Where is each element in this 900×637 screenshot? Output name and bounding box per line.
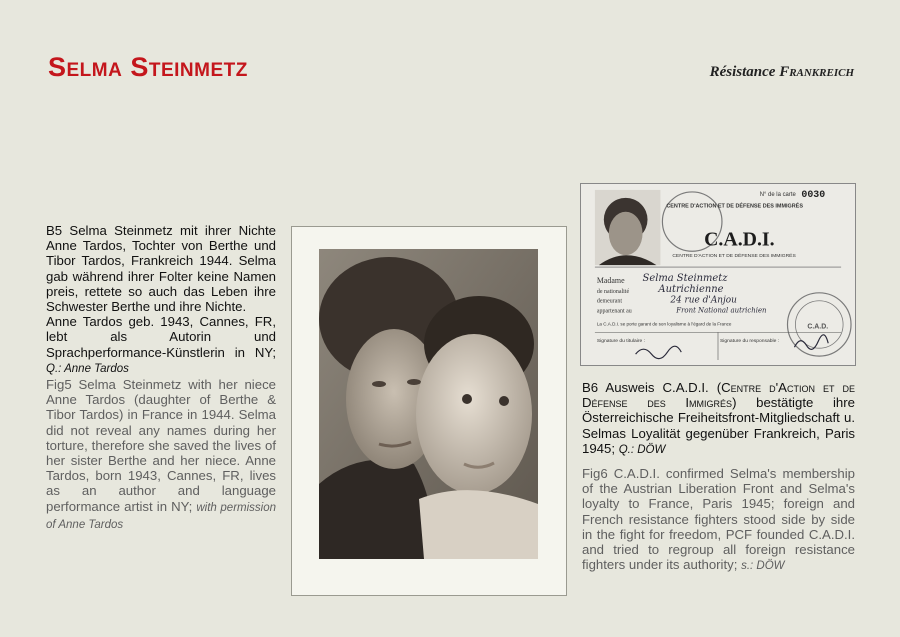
card-number-label: N° de la carte: [759, 191, 796, 198]
card-logo: C.A.D.I.: [704, 228, 775, 251]
card-signature-responsable: Signature du responsable :: [719, 339, 780, 345]
card-hand-address: 24 rue d'Anjou: [670, 295, 737, 306]
card-org-line: CENTRE D'ACTION ET DE DÉFENSE DES IMMIGRÉS: [666, 203, 803, 210]
caption-b6-de-source: Q.: DÖW: [618, 443, 666, 456]
cadi-id-card: [580, 183, 856, 366]
card-sub-org: CENTRE D'ACTION ET DE DÉFENSE DES IMMIGRÉS: [672, 254, 796, 260]
card-number: 0030: [801, 188, 826, 200]
caption-fig6-en-source: s.: DÖW: [741, 560, 785, 573]
left-caption: [46, 223, 276, 533]
caption-fig6-en: [582, 466, 855, 574]
caption-fig5-en-text: Fig5 Selma Steinmetz with her niece Anne Tardos (daughter of Berthe & Tibor Tardos) in France in 1944. Selma did not reveal any names during her torture, therefore she saved the lives of her sister Berthe and her niece. Anne Tardos, born 1943, Cannes, FR, lives as an author and language performance artist in NY;: [46, 377, 276, 514]
caption-b5-de-text-1: B5 Selma Steinmetz mit ihrer Nichte Anne Tardos, Tochter von Berthe und Tibor Tardos, Frankreich 1944. Selma gab während ihrer Folter keine Namen preis, rettete so auch das Leben ihre Schwester Berthe und ihre Nichte.: [46, 223, 276, 315]
caption-b6-de-org: Centre d'Action et de Défense des Immigrés: [582, 380, 855, 411]
caption-fig5-en-source: with permission of Anne Tardos: [46, 501, 277, 531]
caption-b5-de: [46, 223, 276, 377]
caption-b5-de-text-2: Anne Tardos geb. 1943, Cannes, FR, lebt als Autorin und Sprachperformance-Künstlerin in NY;: [46, 314, 276, 360]
caption-fig5-en: [46, 377, 276, 533]
page-subtitle: [710, 64, 854, 81]
caption-b5-de-source: Q.: Anne Tardos: [46, 362, 129, 375]
subtitle-country: Frankreich: [779, 64, 854, 80]
caption-b6-de: [582, 380, 855, 458]
card-field-madame: Madame: [596, 275, 625, 285]
right-caption: [582, 380, 855, 574]
card-hand-name: Selma Steinmetz: [642, 272, 728, 284]
card-hand-nationality: Autrichienne: [658, 283, 724, 295]
caption-fig6-en-text: Fig6 C.A.D.I. confirmed Selma's membership of the Austrian Liberation Front and Selma's loyalty to France, Paris 1945; foreign and French resistance fighters stood side by side in the fight for freedom, PCF founded C.A.D.I. and tried to regroup all foreign resistance fighters under its authority;: [582, 466, 855, 573]
page-title: Selma Steinmetz: [48, 52, 248, 82]
caption-b6-de-text-b: ) bestätigte ihre Österreichische Freiheitsfront-Mitgliedschaft u. Selmas Loyalität gegenüber Frankreich, Paris 1945;: [582, 395, 855, 456]
card-hand-front: Front National autrichien: [676, 306, 767, 315]
card-stamp: C.A.D.: [807, 323, 829, 331]
card-field-nationalite: de nationalité: [596, 288, 630, 295]
card-footer-line: La C.A.D.I. se porte garant de son loyalisme à l'égard de la France: [596, 321, 732, 327]
card-field-demeurant: demeurant: [596, 298, 622, 305]
photo-frame: [291, 226, 567, 596]
card-field-appartenant: appartenant au: [596, 308, 632, 315]
subtitle-prefix: Résistance: [709, 64, 776, 80]
cadi-id-card-image: [581, 184, 855, 365]
caption-b6-de-text-a: B6 Ausweis C.A.D.I. (: [582, 380, 722, 395]
portrait-photo-image: [319, 249, 538, 559]
card-signature-titulaire: Signature du titulaire :: [596, 339, 646, 345]
portrait-photo: [319, 249, 538, 559]
